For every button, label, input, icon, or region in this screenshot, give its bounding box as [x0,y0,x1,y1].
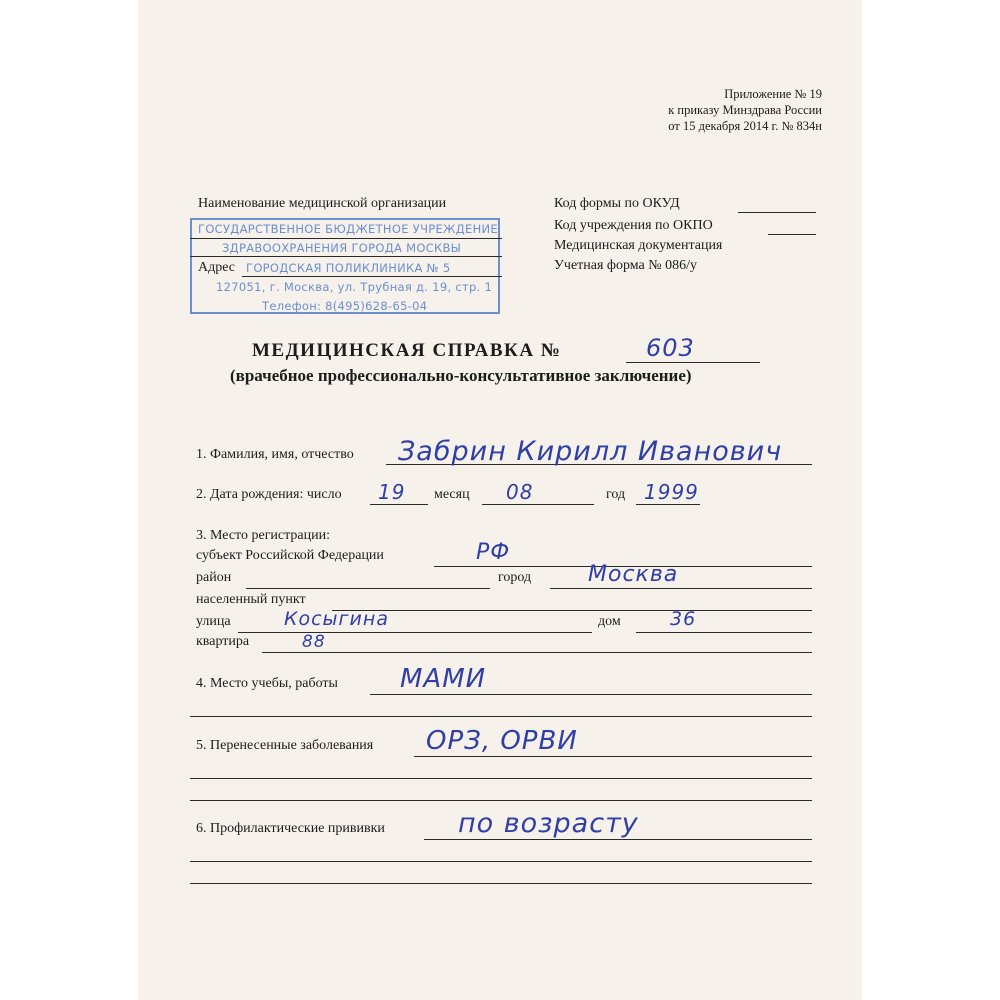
house-line [636,632,812,633]
appendix-line-1: Приложение № 19 [724,87,822,101]
district-label: район [196,570,232,585]
diseases-line-extra [190,778,812,779]
work-label: 4. Место учебы, работы [196,676,338,691]
org-name-label: Наименование медицинской организации [198,196,447,211]
stamp-line-1: ГОСУДАРСТВЕННОЕ БЮДЖЕТНОЕ УЧРЕЖДЕНИЕ [198,222,499,236]
certificate-subtitle: (врачебное профессионально-консультативное заключение) [230,366,692,385]
dob-year-line [636,504,700,505]
certificate-number: 603 [646,334,695,362]
year-label: год [606,487,626,502]
subject-value: РФ [476,540,511,565]
okpo-label: Код учреждения по ОКПО [554,218,713,233]
district-line [246,588,490,589]
appendix-line-2: к приказу Минздрава России [668,103,822,117]
street-label: улица [196,614,231,629]
house-label: дом [598,614,621,629]
vaccines-value: по возрасту [458,808,639,839]
settlement-label: населенный пункт [196,592,306,607]
month-label: месяц [434,487,470,502]
address-label: Адрес [198,260,236,275]
settlement-line [332,610,812,611]
vaccines-line [424,839,812,840]
stamp-line-3: ГОРОДСКАЯ ПОЛИКЛИНИКА № 5 [246,261,451,275]
dob-year-value: 1999 [644,480,699,504]
vaccines-line-extra [190,861,812,862]
fio-label: 1. Фамилия, имя, отчество [196,447,354,462]
fio-value: Забрин Кирилл Иванович [398,436,783,467]
stamp-line-4: 127051, г. Москва, ул. Трубная д. 19, стр. 1 [216,280,493,294]
form-label: Учетная форма № 086/у [554,258,698,273]
flat-label: квартира [196,634,250,649]
stamp-line-2: ЗДРАВООХРАНЕНИЯ ГОРОДА МОСКВЫ [222,241,462,255]
okpo-line [768,234,816,235]
diseases-line-extra [190,800,812,801]
org-name-line [190,256,502,257]
city-value: Москва [588,562,679,587]
diseases-line [414,756,812,757]
flat-value: 88 [302,632,326,652]
work-line-extra [190,716,812,717]
vaccines-label: 6. Профилактические прививки [196,821,385,836]
dob-month-line [482,504,594,505]
appendix-reference [668,86,822,134]
certificate-title: МЕДИЦИНСКАЯ СПРАВКА № [252,340,562,361]
stamp-line-5: Телефон: 8(495)628-65-04 [262,299,428,313]
diseases-value: ОРЗ, ОРВИ [426,726,578,756]
city-line [550,588,812,589]
subject-label: субъект Российской Федерации [196,548,384,563]
vaccines-line-extra [190,883,812,884]
okud-label: Код формы по ОКУД [554,196,680,211]
appendix-line-3: от 15 декабря 2014 г. № 834н [668,119,822,133]
medical-documentation-label: Медицинская документация [554,238,723,253]
org-name-line [190,238,502,239]
address-line [242,276,502,277]
medical-certificate-form [138,0,862,1000]
registration-label: 3. Место регистрации: [196,528,331,543]
dob-day-line [370,504,428,505]
certificate-number-line [626,362,760,363]
okud-line [738,212,816,213]
flat-line [262,652,812,653]
street-value: Косыгина [284,608,389,630]
diseases-label: 5. Перенесенные заболевания [196,738,374,753]
dob-label: 2. Дата рождения: число [196,487,342,502]
dob-month-value: 08 [506,480,534,504]
house-value: 36 [670,608,697,630]
city-label: город [498,570,532,585]
street-line [238,632,592,633]
dob-day-value: 19 [378,480,406,504]
work-value: МАМИ [400,664,487,694]
work-line [370,694,812,695]
